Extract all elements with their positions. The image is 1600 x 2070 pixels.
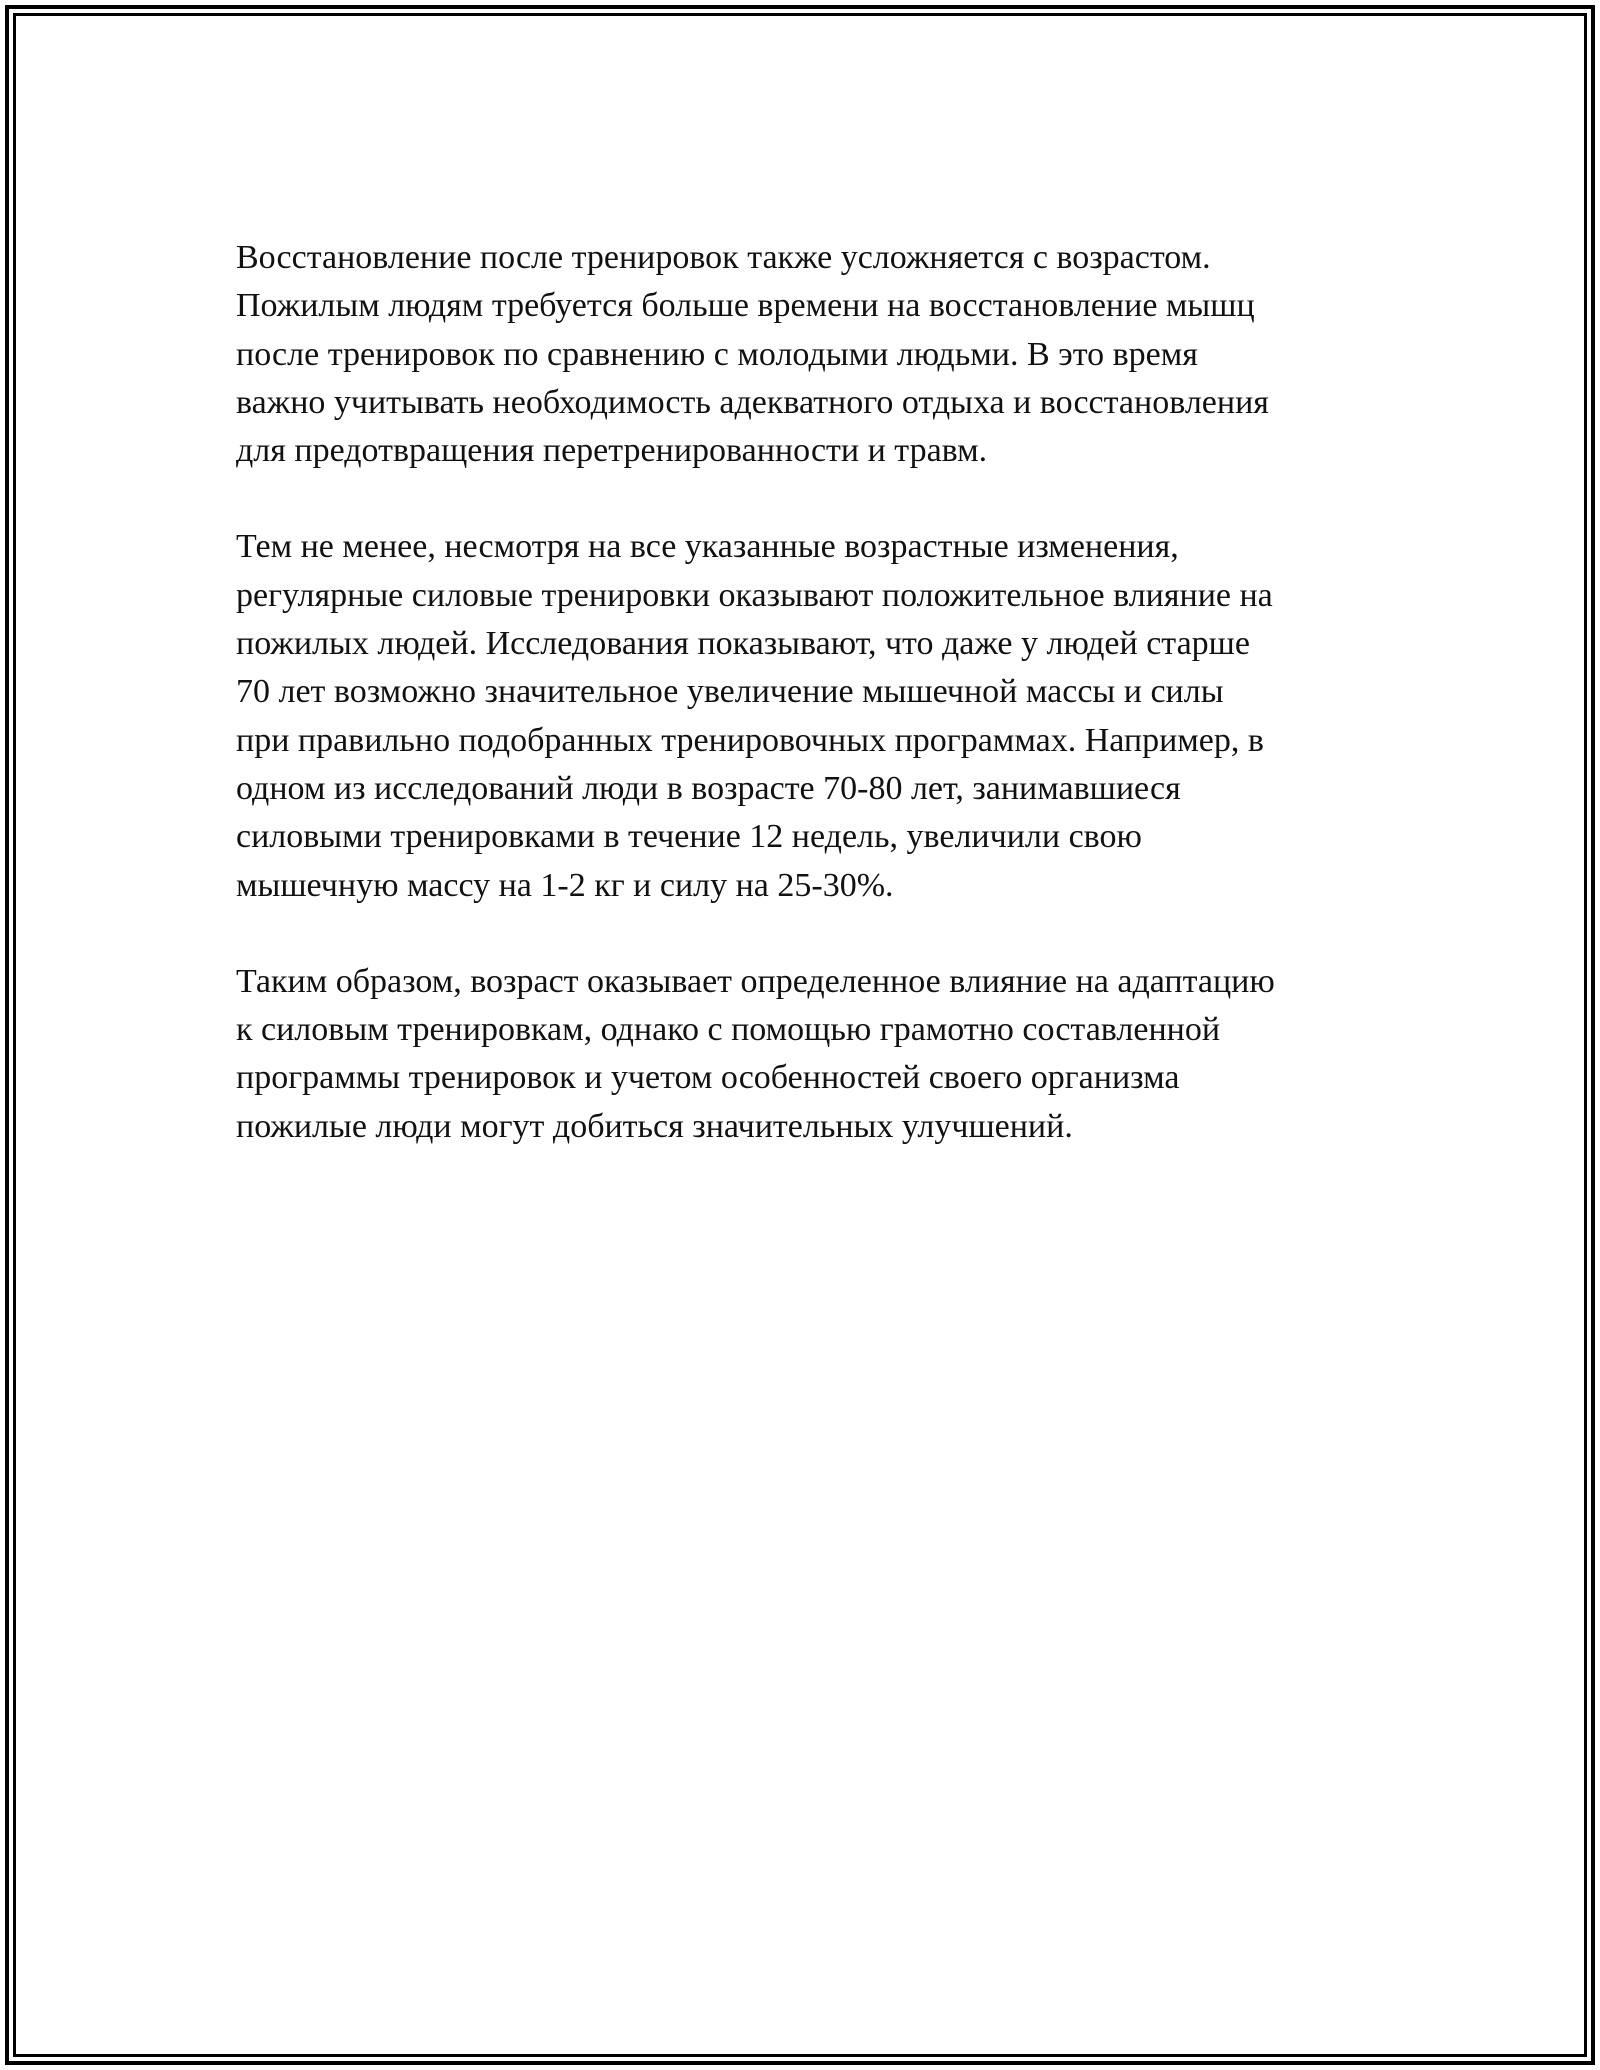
document-body	[236, 234, 1366, 1199]
text-line: пожилые люди могут добиться значительных улучшений.	[236, 1107, 1073, 1145]
paragraph-recovery	[236, 234, 1366, 475]
text-line: программы тренировок и учетом особенностей своего организма	[236, 1059, 1180, 1097]
text-line: к силовым тренировкам, однако с помощью грамотно составленной	[236, 1011, 1221, 1049]
text-line: для предотвращения перетренированности и травм.	[236, 432, 988, 470]
text-line: пожилых людей. Исследования показывают, что даже у людей старше	[236, 625, 1250, 663]
text-line: после тренировок по сравнению с молодыми людьми. В это время	[236, 335, 1198, 373]
text-line: Тем не менее, несмотря на все указанные возрастные изменения,	[236, 528, 1179, 566]
text-line: Восстановление после тренировок также усложняется с возрастом.	[236, 239, 1211, 276]
text-line: силовыми тренировками в течение 12 недель, увеличили свою	[236, 818, 1142, 856]
text-line: 70 лет возможно значительное увеличение мышечной массы и силы	[236, 673, 1224, 711]
text-line: Пожилым людям требуется больше времени на восстановление мышц	[236, 287, 1255, 325]
text-line: мышечную массу на 1-2 кг и силу на 25-30%.	[236, 866, 894, 904]
text-line: одном из исследований люди в возрасте 70-80 лет, занимавшиеся	[236, 769, 1181, 807]
text-line: при правильно подобранных тренировочных программах. Например, в	[236, 721, 1264, 759]
paragraph-benefits	[236, 523, 1366, 909]
text-line: важно учитывать необходимость адекватного отдыха и восстановления	[236, 383, 1269, 421]
paragraph-conclusion	[236, 958, 1366, 1151]
text-line: регулярные силовые тренировки оказывают положительное влияние на	[236, 576, 1273, 614]
text-line: Таким образом, возраст оказывает определенное влияние на адаптацию	[236, 962, 1275, 1000]
